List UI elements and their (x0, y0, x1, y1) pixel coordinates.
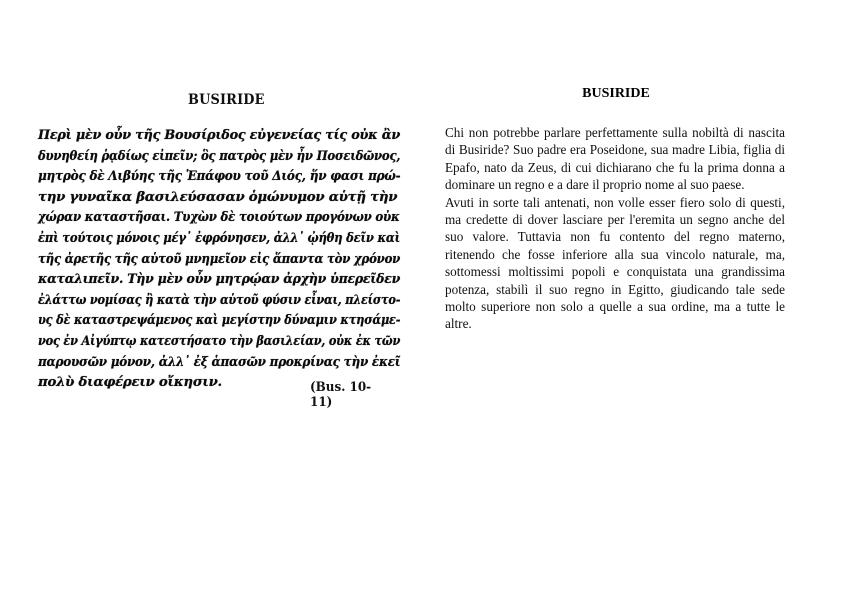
greek-line: υς δὲ καταστρεψάμενος καὶ μεγίστην δύναμιν κτησάμε- (38, 313, 401, 329)
greek-line: Περὶ μὲν οὖν τῆς Βουσίριδος εὐγενείας τίς οὐκ ἂν (38, 128, 400, 143)
italian-section-title: BUSIRIDE (582, 86, 650, 101)
greek-line: μητρὸς δὲ Λιβύης τῆς Ἐπάφου τοῦ Διός, ἥν φασι πρώ- (38, 169, 401, 185)
greek-line: πολὺ διαφέρειν οἴκησιν. (38, 375, 222, 391)
italian-text-block (445, 124, 785, 333)
greek-line: χώραν καταστῆσαι. Τυχὼν δὲ τοιούτων προγόνων οὐκ (38, 210, 400, 226)
greek-line: καταλιπεῖν. Τὴν μὲν οὖν μητρῴαν ἀρχὴν ὑπερεῖδεν (38, 272, 401, 288)
greek-line: τῆς ἀρετῆς τῆς αὑτοῦ μνημεῖον εἰς ἅπαντα τὸν χρόνον (38, 251, 401, 267)
italian-paragraph: Avuti in sorte tali antenati, non volle esser fiero solo di questi, ma credette di dover lasciare per l'eremita un segno anche del suo valore. Tuttavia non fu contento del regno materno, ritenendo che fosse inferiore alla sua vincolo naturale, ma, sottomessi moltissimi popoli e conquistata una grandissima potenza, stabilì il suo regno in Egitto, giudicando tale sede molto superiore non solo a quelle a sua ordine, ma a tutte le altre. (445, 194, 785, 332)
greek-line: ἐλάττω νομίσας ἢ κατὰ τὴν αὑτοῦ φύσιν εἶναι, πλείστο- (38, 292, 401, 308)
greek-citation: (Bus. 10-11) (310, 380, 372, 410)
greek-line: ἐπὶ τούτοις μόνοις μέγ᾿ ἐφρόνησεν, ἀλλ᾿ ᾠήθη δεῖν καὶ (38, 230, 400, 246)
greek-line: την γυναῖκα βασιλεύσασαν ὁμώνυμον αὑτῇ τὴν (38, 189, 398, 205)
greek-section-title: BUSIRIDE (188, 92, 265, 108)
italian-paragraph: Chi non potrebbe parlare perfettamente sulla nobiltà di nascita di Busiride? Suo padre era Poseidone, sua madre Libia, figlia di Epafo, nato da Zeus, di cui dichiarano che fu la prima donna a dominare un regno e a dare il proprio nome al suo paese. (445, 125, 785, 193)
greek-line: νος ἐν Αἰγύπτῳ κατεστήσατο τὴν βασιλείαν, οὐκ ἐκ τῶν (38, 333, 401, 349)
greek-line: παρουσῶν μόνον, ἀλλ᾿ ἐξ ἁπασῶν προκρίνας τὴν ἐκεῖ (38, 354, 401, 370)
greek-line: δυνηθείη ῥᾳδίως εἰπεῖν; ὃς πατρὸς μὲν ἦν Ποσειδῶνος, (38, 148, 401, 164)
greek-text-block (38, 126, 400, 394)
italian-translation (445, 86, 785, 333)
